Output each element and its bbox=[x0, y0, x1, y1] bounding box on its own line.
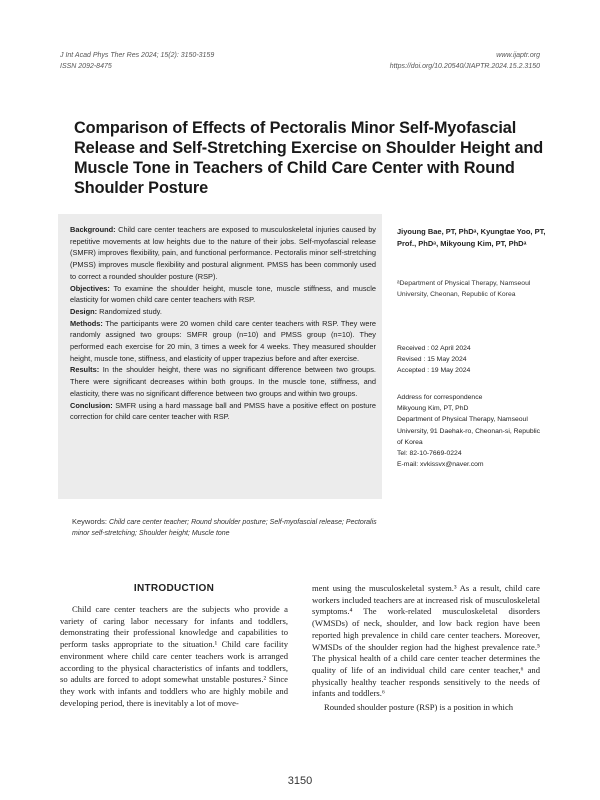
intro-paragraph-2: Rounded shoulder posture (RSP) is a position in which bbox=[324, 702, 514, 713]
keywords-text: Child care center teacher; Round shoulder posture; Self-myofascial release; Pectoralis minor self-stretching; Shoulder height; Muscle tone bbox=[72, 519, 377, 537]
keywords-label: Keywords: bbox=[72, 517, 108, 526]
correspondence-email[interactable]: E-mail: xvkissvx@naver.com bbox=[397, 461, 484, 469]
background-label: Background: bbox=[70, 225, 116, 234]
intro-paragraph-1: Child care center teachers are the subjects who provide a variety of caring labor necessary for infants and toddlers, demonstrating their professional knowledge and capabilities to perform tasks appropriate to the situation.¹ Child care facility environment where child care center teachers work is arranged according to the physical characteristics of infants and toddlers, so adults are forced to adopt somewhat unstable postures.² Since they work with infants and toddlers who are highly mobile and developing period, there is inevitably a lot of move- bbox=[60, 604, 288, 708]
abstract-results bbox=[70, 364, 376, 399]
objectives-label: Objectives: bbox=[70, 283, 110, 293]
journal-header-right bbox=[390, 50, 540, 72]
methods-label: Methods: bbox=[70, 318, 103, 328]
correspondence-department: Department of Physical Therapy, Namseoul University, 91 Daehak-ro, Cheonan-si, Republic of Korea bbox=[397, 416, 541, 446]
revised-date: Revised : 15 May 2024 bbox=[397, 356, 467, 364]
journal-header-left bbox=[60, 50, 214, 72]
issn: ISSN 2092-8475 bbox=[60, 63, 112, 70]
results-text: In the shoulder height, there was no significant difference between two groups. There were significant decreases within both groups. In the muscle tone, stiffness, and elasticity, there was no significant difference between two groups and within two groups. bbox=[70, 365, 376, 398]
correspondence-label: Address for correspondence bbox=[397, 394, 483, 401]
section-heading-introduction: INTRODUCTION bbox=[133, 583, 215, 594]
background-text: Child care center teachers are exposed to musculoskeletal injuries caused by repetitive movements at low heights due to the nature of their jobs. Self-myofascial release (SMFR) improves flexibility, pain, and functional performance. Pectoralis minor self-stretching (PMSS) improves muscle flexibility and postural alignment. PMSS has been commonly used to correct a rounded shoulder posture (RSP). bbox=[70, 225, 376, 281]
abstract bbox=[70, 224, 376, 423]
affiliation: ᵃDepartment of Physical Therapy, Namseoul University, Cheonan, Republic of Korea bbox=[397, 280, 531, 299]
results-label: Results: bbox=[70, 365, 100, 375]
correspondence-name: Mikyoung Kim, PT, PhD bbox=[397, 405, 469, 413]
body-column-left bbox=[60, 604, 288, 709]
journal-website[interactable]: www.ijaptr.org bbox=[496, 52, 540, 59]
objectives-text: To examine the shoulder height, muscle tone, muscle stiffness, and muscle elasticity for women child care center teachers with RSP. bbox=[70, 283, 376, 305]
article-dates bbox=[397, 343, 547, 377]
body-column-right bbox=[312, 583, 540, 714]
author-list: Jiyoung Bae, PT, PhDᵃ, Kyungtae Yoo, PT, Prof., PhDᵃ, Mikyoung Kim, PT, PhDᵃ bbox=[397, 227, 546, 248]
abstract-conclusion bbox=[70, 400, 376, 423]
intro-paragraph-1-continued: ment using the musculoskeletal system.³ As a result, child care workers included teachers are at increased risk of musculoskeletal symptoms.⁴ The work-related musculoskeletal disorders (WMSDs) of neck, shoulder, and low back region have been reported high prevalence in child care center teachers. Moreover, WMSDs of the shoulder region had the highest prevalence rate.⁵ The physical health of a child care center teacher determines the quality of life of an individual child care center teacher,⁶ and physically healthy teacher responds sensitively to the needs of infants and toddlers.⁶ bbox=[312, 583, 540, 699]
accepted-date: Accepted : 19 May 2024 bbox=[397, 367, 471, 375]
conclusion-text: SMFR using a hard massage ball and PMSS have a positive effect on posture correction for child care center teacher with RSP. bbox=[70, 400, 376, 422]
conclusion-label: Conclusion: bbox=[70, 400, 113, 410]
abstract-objectives bbox=[70, 283, 376, 306]
methods-text: The participants were 20 women child care center teachers with RSP. They were randomly assigned two groups: SMFR group (n=10) and PMSS group (n=10). They performed each exercise for 20 min, 3 times a week for 4 weeks. They measured shoulder height, muscle tone, stiffness, and elasticity of upper trapezius before and after exercise. bbox=[70, 318, 377, 363]
keywords bbox=[72, 516, 378, 539]
correspondence-tel: Tel: 82-10-7669-0224 bbox=[397, 450, 462, 458]
abstract-background bbox=[70, 224, 376, 283]
design-text: Randomized study. bbox=[99, 306, 162, 316]
design-label: Design: bbox=[70, 306, 98, 316]
journal-citation: J Int Acad Phys Ther Res 2024; 15(2): 3150-3159 bbox=[60, 52, 215, 59]
doi-link[interactable]: https://doi.org/10.20540/JIAPTR.2024.15.2.3150 bbox=[389, 63, 540, 70]
abstract-methods bbox=[70, 318, 376, 365]
abstract-design bbox=[70, 306, 376, 318]
correspondence bbox=[397, 392, 547, 470]
article-title: Comparison of Effects of Pectoralis Minor Self-Myofascial Release and Self-Stretching Exercise on Shoulder Height and Muscle Tone in Teachers of Child Care Center with Round Shoulder Posture bbox=[74, 119, 544, 197]
received-date: Received : 02 April 2024 bbox=[397, 345, 471, 352]
page-number: 3150 bbox=[287, 775, 313, 787]
